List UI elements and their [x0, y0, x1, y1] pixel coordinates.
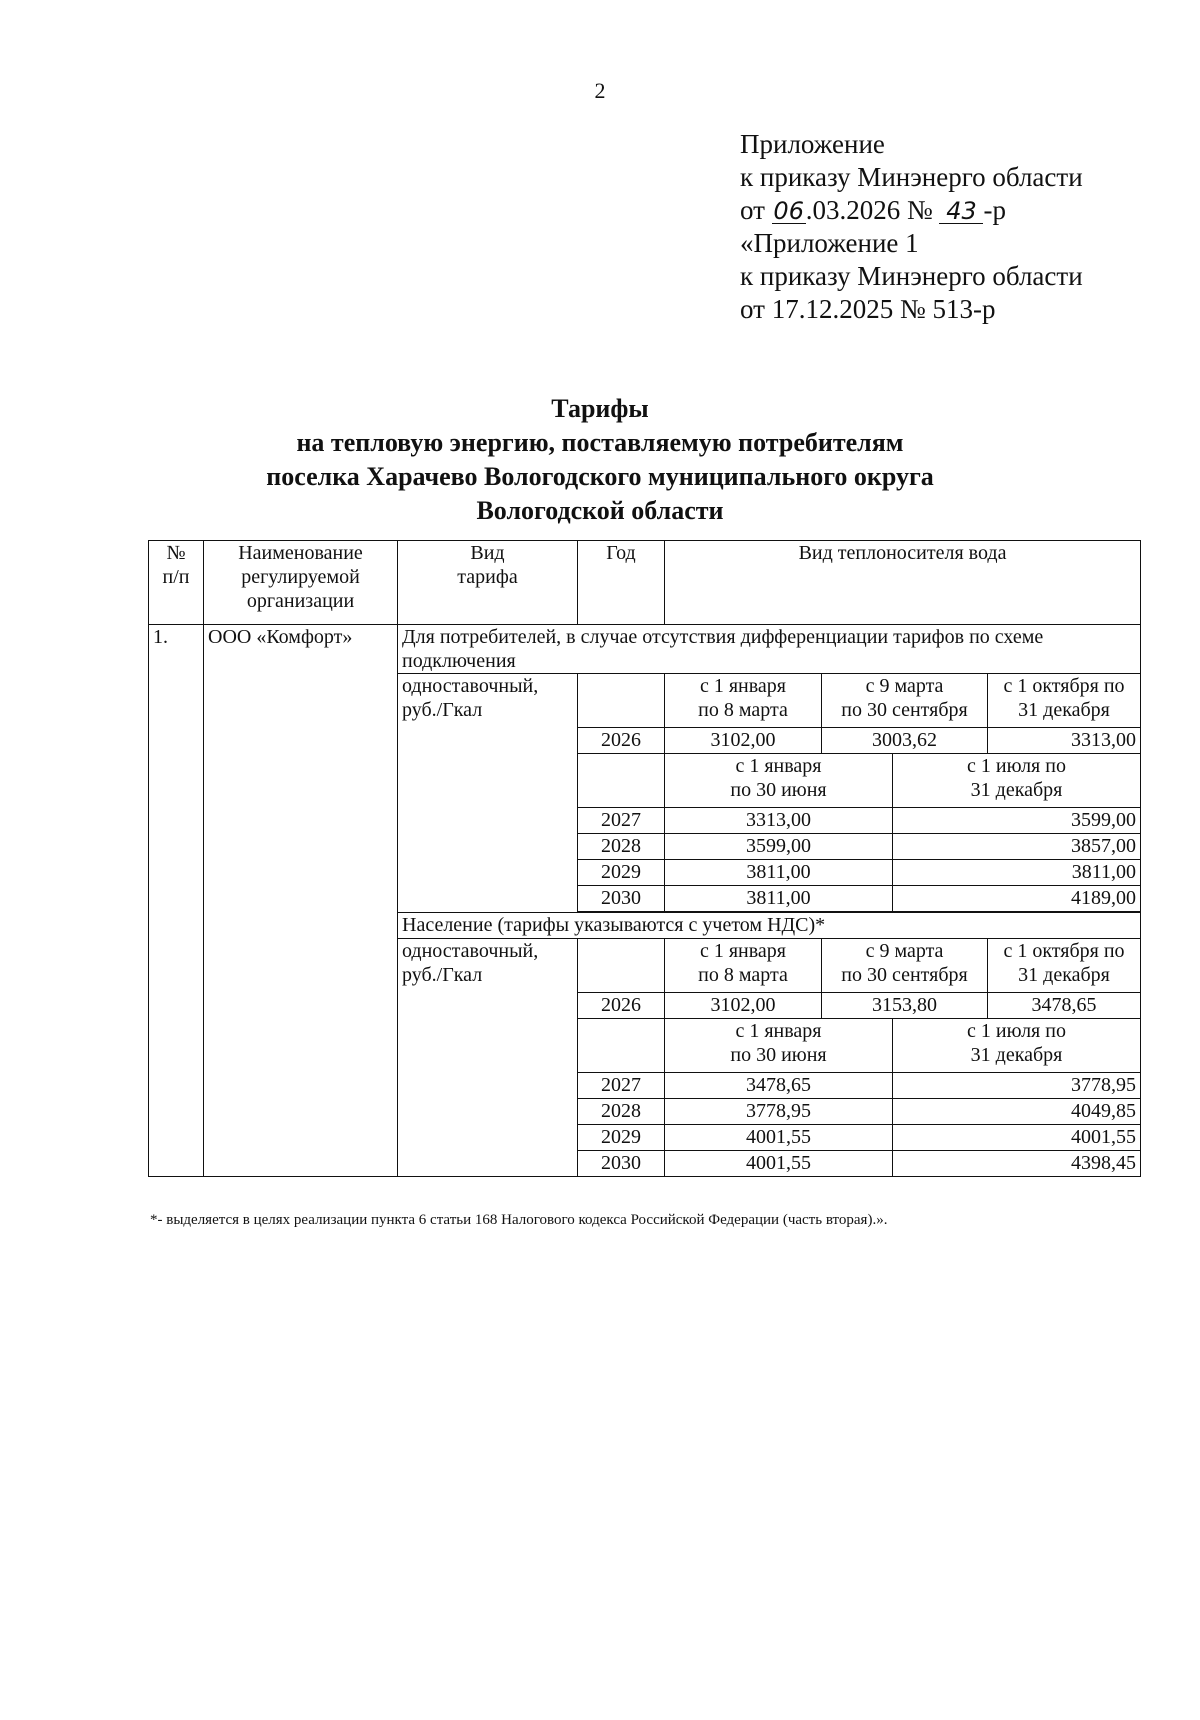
document-title — [0, 392, 1200, 528]
section1-period-second-half: с 1 июля по 31 декабря — [893, 754, 1141, 808]
title-line-1: Тарифы — [551, 394, 649, 423]
section2-period-jan-mar: с 1 января по 8 марта — [665, 939, 822, 993]
approval-date-prefix: от — [740, 195, 772, 225]
section2-empty-year — [578, 939, 665, 993]
approval-line-6: от 17.12.2025 № 513-р — [740, 294, 996, 324]
section1-2026-value-3: 3313,00 — [988, 728, 1141, 754]
section2-year: 2028 — [578, 1099, 665, 1125]
section1-period-jan-mar: с 1 января по 8 марта — [665, 674, 822, 728]
section1-year: 2028 — [578, 834, 665, 860]
approval-line-3 — [740, 194, 1083, 227]
approval-line-4: «Приложение 1 — [740, 228, 919, 258]
section1-year: 2027 — [578, 808, 665, 834]
section2-first-half-value: 3478,65 — [665, 1073, 893, 1099]
section1-year: 2030 — [578, 886, 665, 912]
section2-label: Население (тарифы указываются с учетом НДС)* — [398, 913, 1141, 939]
section2-year: 2029 — [578, 1125, 665, 1151]
section2-first-half-value: 3778,95 — [665, 1099, 893, 1125]
header-heat-carrier: Вид теплоносителя вода — [665, 541, 1141, 625]
approval-block — [740, 128, 1083, 326]
section1-tariff-label: одноставочный, руб./Гкал — [398, 674, 578, 913]
table-header-row — [149, 541, 1141, 625]
section2-2026-value-1: 3102,00 — [665, 993, 822, 1019]
section2-period-second-half: с 1 июля по 31 декабря — [893, 1019, 1141, 1073]
section2-tariff-label: одноставочный, руб./Гкал — [398, 939, 578, 1177]
section1-first-half-value: 3811,00 — [665, 886, 893, 912]
section1-empty-year-2 — [578, 754, 665, 808]
approval-date-middle: .03.2026 № — [805, 195, 940, 225]
approval-line-1: Приложение — [740, 129, 885, 159]
page-number: 2 — [594, 78, 606, 103]
section1-label-row — [149, 625, 1141, 674]
section2-second-half-value: 4001,55 — [893, 1125, 1141, 1151]
section1-2026-value-1: 3102,00 — [665, 728, 822, 754]
header-num: № п/п — [149, 541, 204, 625]
row-number: 1. — [149, 625, 204, 1177]
header-tariff-type: Вид тарифа — [398, 541, 578, 625]
section1-empty-year — [578, 674, 665, 728]
section1-first-half-value: 3599,00 — [665, 834, 893, 860]
section2-period-first-half: с 1 января по 30 июня — [665, 1019, 893, 1073]
section2-second-half-value: 4398,45 — [893, 1151, 1141, 1177]
title-line-2: на тепловую энергию, поставляемую потребителям — [296, 428, 904, 457]
section1-second-half-value: 4189,00 — [893, 886, 1141, 912]
title-line-4: Вологодской области — [476, 496, 724, 525]
section1-first-half-value: 3313,00 — [665, 808, 893, 834]
section1-period-oct-dec: с 1 октября по 31 декабря — [988, 674, 1141, 728]
section1-second-half-value: 3811,00 — [893, 860, 1141, 886]
section2-period-mar-sep: с 9 марта по 30 сентября — [822, 939, 988, 993]
section1-2026-value-2: 3003,62 — [822, 728, 988, 754]
section2-empty-year-2 — [578, 1019, 665, 1073]
section1-label: Для потребителей, в случае отсутствия дифференциации тарифов по схеме подключения — [398, 625, 1141, 674]
tariff-table — [148, 540, 1141, 1177]
section2-first-half-value: 4001,55 — [665, 1151, 893, 1177]
section1-period-mar-sep: с 9 марта по 30 сентября — [822, 674, 988, 728]
organization-name: ООО «Комфорт» — [204, 625, 398, 1177]
section2-year: 2030 — [578, 1151, 665, 1177]
section2-2026-value-3: 3478,65 — [988, 993, 1141, 1019]
section1-year: 2029 — [578, 860, 665, 886]
approval-line-2: к приказу Минэнерго области — [740, 162, 1083, 192]
section2-first-half-value: 4001,55 — [665, 1125, 893, 1151]
title-line-3: поселка Харачево Вологодского муниципального округа — [266, 462, 934, 491]
section2-period-oct-dec: с 1 октября по 31 декабря — [988, 939, 1141, 993]
handwritten-order-number: 43 — [939, 199, 983, 224]
section2-year: 2027 — [578, 1073, 665, 1099]
header-year: Год — [578, 541, 665, 625]
approval-line-5: к приказу Минэнерго области — [740, 261, 1083, 291]
section1-period-first-half: с 1 января по 30 июня — [665, 754, 893, 808]
section1-first-half-value: 3811,00 — [665, 860, 893, 886]
header-organization: Наименование регулируемой организации — [204, 541, 398, 625]
footnote: *- выделяется в целях реализации пункта 6 статьи 168 Налогового кодекса Российской Федерации (часть вторая).». — [150, 1212, 888, 1228]
section2-second-half-value: 3778,95 — [893, 1073, 1141, 1099]
section2-2026-value-2: 3153,80 — [822, 993, 988, 1019]
section2-year-2026: 2026 — [578, 993, 665, 1019]
section1-second-half-value: 3599,00 — [893, 808, 1141, 834]
handwritten-day: 06 — [773, 197, 804, 225]
section2-second-half-value: 4049,85 — [893, 1099, 1141, 1125]
approval-number-suffix: -р — [983, 195, 1006, 225]
section1-second-half-value: 3857,00 — [893, 834, 1141, 860]
section1-year-2026: 2026 — [578, 728, 665, 754]
